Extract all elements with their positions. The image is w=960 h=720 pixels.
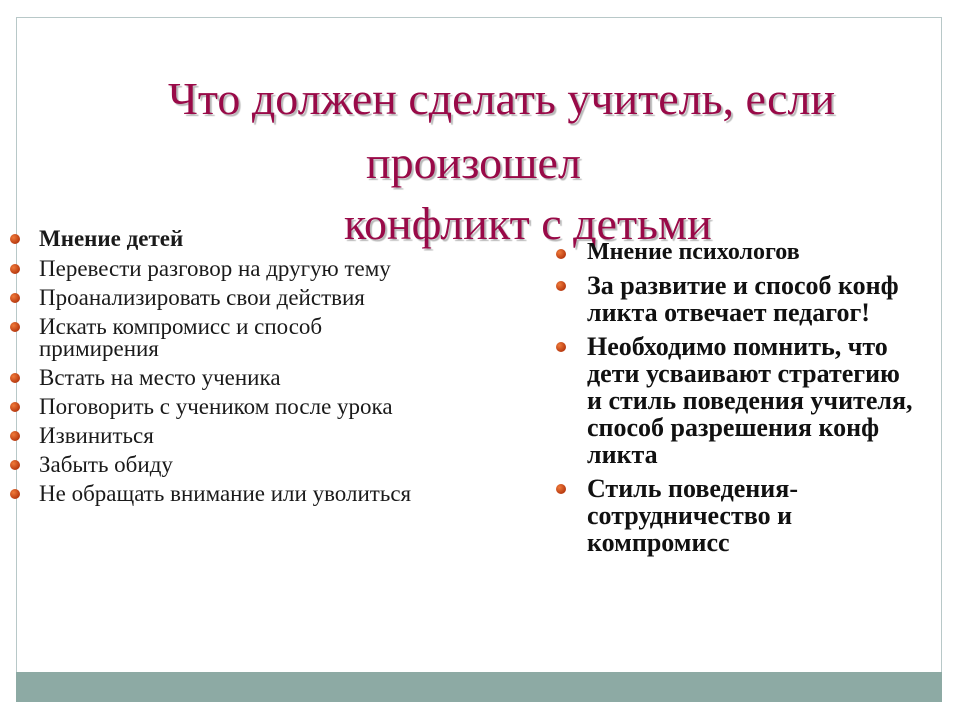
list-item-text: Поговорить с учеником после урока (39, 394, 393, 419)
slide-title-line-1: Что должен сделать учитель, если (168, 73, 836, 124)
list-item-text: Не обращать внимание или уволиться (39, 481, 412, 506)
bullet-icon (10, 489, 20, 499)
list-item (10, 454, 430, 476)
bullet-icon (10, 234, 20, 244)
slide-title-line-3: конфликт с детьми (344, 198, 712, 249)
list-item-text: За развитие и способ конф ликта отвечает педагог! (587, 271, 899, 327)
bullet-icon (10, 460, 20, 470)
list-item-text: Проанализировать свои действия (39, 285, 365, 310)
list-item (10, 316, 430, 360)
heading-text: Мнение психологов (587, 239, 800, 265)
list-item (10, 425, 430, 447)
children-opinion-heading (10, 228, 430, 250)
list-item (10, 483, 430, 505)
bullet-icon (556, 342, 566, 352)
footer-bar (16, 672, 942, 702)
list-item (556, 475, 916, 556)
list-item-text: Искать компромисс и способ примирения (39, 314, 323, 361)
list-item-text: Перевести разговор на другую тему (39, 256, 391, 281)
bullet-icon (10, 264, 20, 274)
psychologists-opinion-list (556, 240, 916, 563)
list-item (10, 367, 430, 389)
bullet-icon (10, 293, 20, 303)
bullet-icon (556, 249, 566, 259)
children-opinion-list (10, 228, 430, 512)
bullet-icon (556, 484, 566, 494)
bullet-icon (10, 402, 20, 412)
list-item-text: Необходимо помнить, что дети усваивают стратегию и стиль поведения учителя, способ разрешения конф ликта (587, 332, 913, 469)
list-item-text: Встать на место ученика (39, 365, 281, 390)
list-item (10, 258, 430, 280)
bullet-icon (10, 322, 20, 332)
bullet-icon (10, 373, 20, 383)
slide-title-line-2: произошел (366, 137, 581, 188)
list-item (556, 333, 916, 468)
list-item (10, 396, 430, 418)
list-item-text: Стиль поведения- сотрудничество и компромисс (587, 474, 798, 557)
list-item-text: Забыть обиду (39, 452, 173, 477)
list-item (556, 272, 916, 326)
psychologists-opinion-heading (556, 240, 916, 264)
bullet-icon (10, 431, 20, 441)
list-item-text: Извиниться (39, 423, 154, 448)
bullet-icon (556, 281, 566, 291)
list-item (10, 287, 430, 309)
heading-text: Мнение детей (39, 226, 184, 251)
